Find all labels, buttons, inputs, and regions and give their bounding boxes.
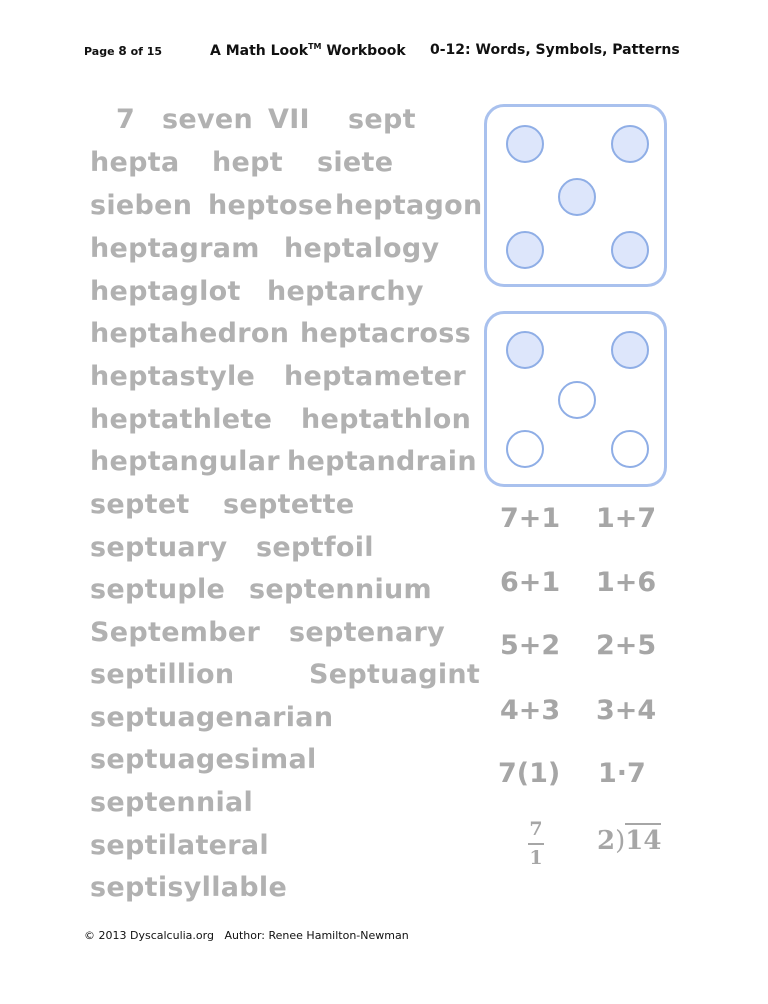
word: heptose <box>208 190 333 221</box>
word: septfoil <box>256 532 374 563</box>
die-pip-empty <box>506 430 544 468</box>
word: septillion <box>90 659 235 690</box>
expression: 2+5 <box>596 630 657 661</box>
expression: 6+1 <box>500 567 561 598</box>
workbook-title-text: A Math Look <box>210 43 309 59</box>
die-two-filled-three-empty <box>484 311 667 487</box>
author: Author: Renee Hamilton-Newman <box>224 929 409 942</box>
word: seven <box>162 104 254 135</box>
word: septennial <box>90 787 254 818</box>
word: heptarchy <box>267 276 424 307</box>
word: heptastyle <box>90 361 256 392</box>
word: sept <box>348 104 416 135</box>
dividend: 14 <box>625 823 661 856</box>
long-division <box>597 826 661 856</box>
word: heptalogy <box>284 233 440 264</box>
fraction-bar <box>528 843 544 845</box>
copyright: © 2013 Dyscalculia.org <box>84 929 214 942</box>
workbook-word: Workbook <box>326 43 406 59</box>
expression: 1·7 <box>598 758 646 789</box>
word: heptathlon <box>301 404 472 435</box>
fraction <box>527 818 545 869</box>
page-of: of <box>130 45 143 58</box>
page-footer <box>84 929 409 942</box>
word: hepta <box>90 147 180 178</box>
expression: 5+2 <box>500 630 561 661</box>
trademark: TM <box>308 42 322 51</box>
divisor: 2 <box>597 826 616 856</box>
word: septenary <box>289 617 445 648</box>
word: septennium <box>249 574 432 605</box>
die-pip-empty <box>611 430 649 468</box>
word: septilateral <box>90 830 269 861</box>
word: heptangular <box>90 446 280 477</box>
division-bracket: ) <box>615 826 626 856</box>
word: septisyllable <box>90 872 288 903</box>
expression: 7+1 <box>500 503 561 534</box>
die-five-filled <box>484 104 667 287</box>
word: heptaglot <box>90 276 241 307</box>
word: septuagenarian <box>90 702 334 733</box>
die-pip <box>506 231 544 269</box>
workbook-title <box>210 42 406 59</box>
die-pip <box>611 125 649 163</box>
word: Septuagint <box>309 659 481 690</box>
die-pip-empty <box>558 381 596 419</box>
word: September <box>90 617 261 648</box>
word: septette <box>223 489 355 520</box>
topic-title: 0-12: Words, Symbols, Patterns <box>430 42 680 58</box>
word: heptahedron <box>90 318 290 349</box>
die-pip <box>558 178 596 216</box>
page-total: 15 <box>146 45 163 58</box>
word: heptandrain <box>287 446 477 477</box>
page-current: 8 <box>118 44 127 58</box>
expression: 1+7 <box>596 503 657 534</box>
word: VII <box>268 104 310 135</box>
word: septuple <box>90 574 226 605</box>
die-pip <box>611 331 649 369</box>
word: sieben <box>90 190 193 221</box>
expression: 4+3 <box>500 695 561 726</box>
expression: 1+6 <box>596 567 657 598</box>
word: heptameter <box>284 361 466 392</box>
die-pip <box>611 231 649 269</box>
expression: 3+4 <box>596 695 657 726</box>
fraction-denominator: 1 <box>529 847 543 869</box>
word: septuagesimal <box>90 744 317 775</box>
word: siete <box>317 147 394 178</box>
word: septuary <box>90 532 228 563</box>
page-number <box>84 44 162 58</box>
word: hept <box>212 147 283 178</box>
word: heptagram <box>90 233 260 264</box>
page-header <box>84 42 684 62</box>
die-pip <box>506 331 544 369</box>
word: septet <box>90 489 190 520</box>
word: heptathlete <box>90 404 273 435</box>
word: heptagon <box>335 190 483 221</box>
fraction-numerator: 7 <box>529 818 543 840</box>
word: 7 <box>116 104 136 135</box>
page-label: Page <box>84 45 115 58</box>
expression: 7(1) <box>498 758 561 789</box>
word: heptacross <box>300 318 471 349</box>
die-pip <box>506 125 544 163</box>
